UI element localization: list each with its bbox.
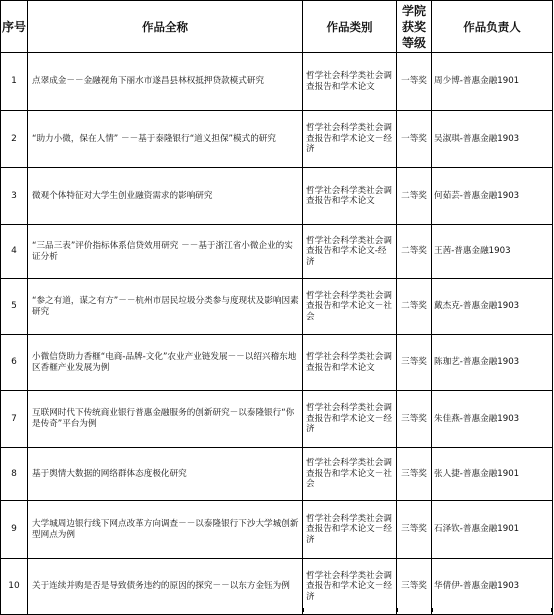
row-category: 哲学社会科学类社会调查报告和学术论文	[303, 168, 397, 225]
row-award: 一等奖	[397, 111, 432, 168]
header-no: 序号	[1, 1, 28, 53]
table-row	[1, 391, 553, 448]
row-category: 哲学社会科学类社会调查报告和学术论文-经济	[303, 225, 397, 279]
row-award: 三等奖	[397, 391, 432, 448]
table-row	[1, 335, 553, 391]
row-leader: 王茜-普惠金融1903	[432, 225, 553, 279]
row-title: 微观个体特征对大学生创业融资需求的影响研究	[28, 168, 303, 225]
row-title: “参之有道，谋之有方”－－杭州市居民垃圾分类参与度现状及影响因素研究	[28, 279, 303, 335]
row-title: “三品三表”评价指标体系信贷效用研究 －－基于浙江省小微企业的实证分析	[28, 225, 303, 279]
row-leader: 张人捷-普惠金融1901	[432, 448, 553, 501]
header-title: 作品全称	[28, 1, 303, 53]
row-award: 二等奖	[397, 279, 432, 335]
row-award: 一等奖	[397, 53, 432, 111]
row-leader: 朱佳燕-普惠金融1903	[432, 391, 553, 448]
row-leader: 华倩伊-普惠金融1903	[432, 559, 553, 615]
row-category: 哲学社会科学类社会调查报告和学术论文－社会	[303, 279, 397, 335]
row-leader: 石泽钦-普惠金融1901	[432, 501, 553, 559]
row-no: 4	[1, 225, 28, 279]
header-award: 学院获奖等级	[397, 1, 432, 53]
row-category: 哲学社会科学类社会调查报告和学术论文	[303, 53, 397, 111]
table-row	[1, 225, 553, 279]
header-row	[1, 1, 553, 53]
row-award: 三等奖	[397, 335, 432, 391]
row-category: 哲学社会科学类社会调查报告和学术论文－经济	[303, 501, 397, 559]
row-award: 二等奖	[397, 225, 432, 279]
table-row	[1, 448, 553, 501]
table-row	[1, 111, 553, 168]
row-award: 三等奖	[397, 559, 432, 615]
row-no: 5	[1, 279, 28, 335]
row-award: 二等奖	[397, 168, 432, 225]
row-leader: 何茹芸-普惠金融1903	[432, 168, 553, 225]
header-category: 作品类别	[303, 1, 397, 53]
row-leader: 戴杰克-普惠金融1903	[432, 279, 553, 335]
row-no: 7	[1, 391, 28, 448]
row-title: 互联网时代下传统商业银行普惠金融服务的创新研究－以泰隆银行“你是传奇”平台为例	[28, 391, 303, 448]
row-no: 1	[1, 53, 28, 111]
row-award: 三等奖	[397, 448, 432, 501]
row-no: 6	[1, 335, 28, 391]
row-category: 哲学社会科学类社会调查报告和学术论文	[303, 335, 397, 391]
row-leader: 吴淑琪-普惠金融1903	[432, 111, 553, 168]
row-no: 3	[1, 168, 28, 225]
row-title: 基于舆情大数据的网络群体态度极化研究	[28, 448, 303, 501]
row-award: 三等奖	[397, 501, 432, 559]
header-leader: 作品负责人	[432, 1, 553, 53]
row-title: 小微信贷助力香榧“电商-品牌-文化”农业产业链发展－－以绍兴稽东地区香榧产业发展为例	[28, 335, 303, 391]
row-no: 2	[1, 111, 28, 168]
table-row	[1, 279, 553, 335]
row-title: 大学城周边银行线下网点改革方向调查－－以泰隆银行下沙大学城创新型网点为例	[28, 501, 303, 559]
row-leader: 陈珈艺-普惠金融1903	[432, 335, 553, 391]
table-row	[1, 501, 553, 559]
row-title: 关于连续并购是否是导致债务违约的原因的探究－－以东方金钰为例	[28, 559, 303, 615]
row-category: 哲学社会科学类社会调查报告和学术论文－经济	[303, 559, 397, 615]
row-category: 哲学社会科学类社会调查报告和学术论文－经济	[303, 391, 397, 448]
table-row	[1, 559, 553, 615]
row-no: 8	[1, 448, 28, 501]
table-row	[1, 168, 553, 225]
row-category: 哲学社会科学类社会调查报告和学术论文－社会	[303, 448, 397, 501]
table-row	[1, 53, 553, 111]
row-no: 10	[1, 559, 28, 615]
row-category: 哲学社会科学类社会调查报告和学术论文－经济	[303, 111, 397, 168]
row-leader: 周少博-普惠金融1901	[432, 53, 553, 111]
row-no: 9	[1, 501, 28, 559]
table-continuation	[0, 608, 552, 612]
row-title: “助力小微，保在人情” －－基于泰隆银行“道义担保”模式的研究	[28, 111, 303, 168]
row-title: 点翠成金－－金融视角下丽水市遂昌县林权抵押贷款模式研究	[28, 53, 303, 111]
